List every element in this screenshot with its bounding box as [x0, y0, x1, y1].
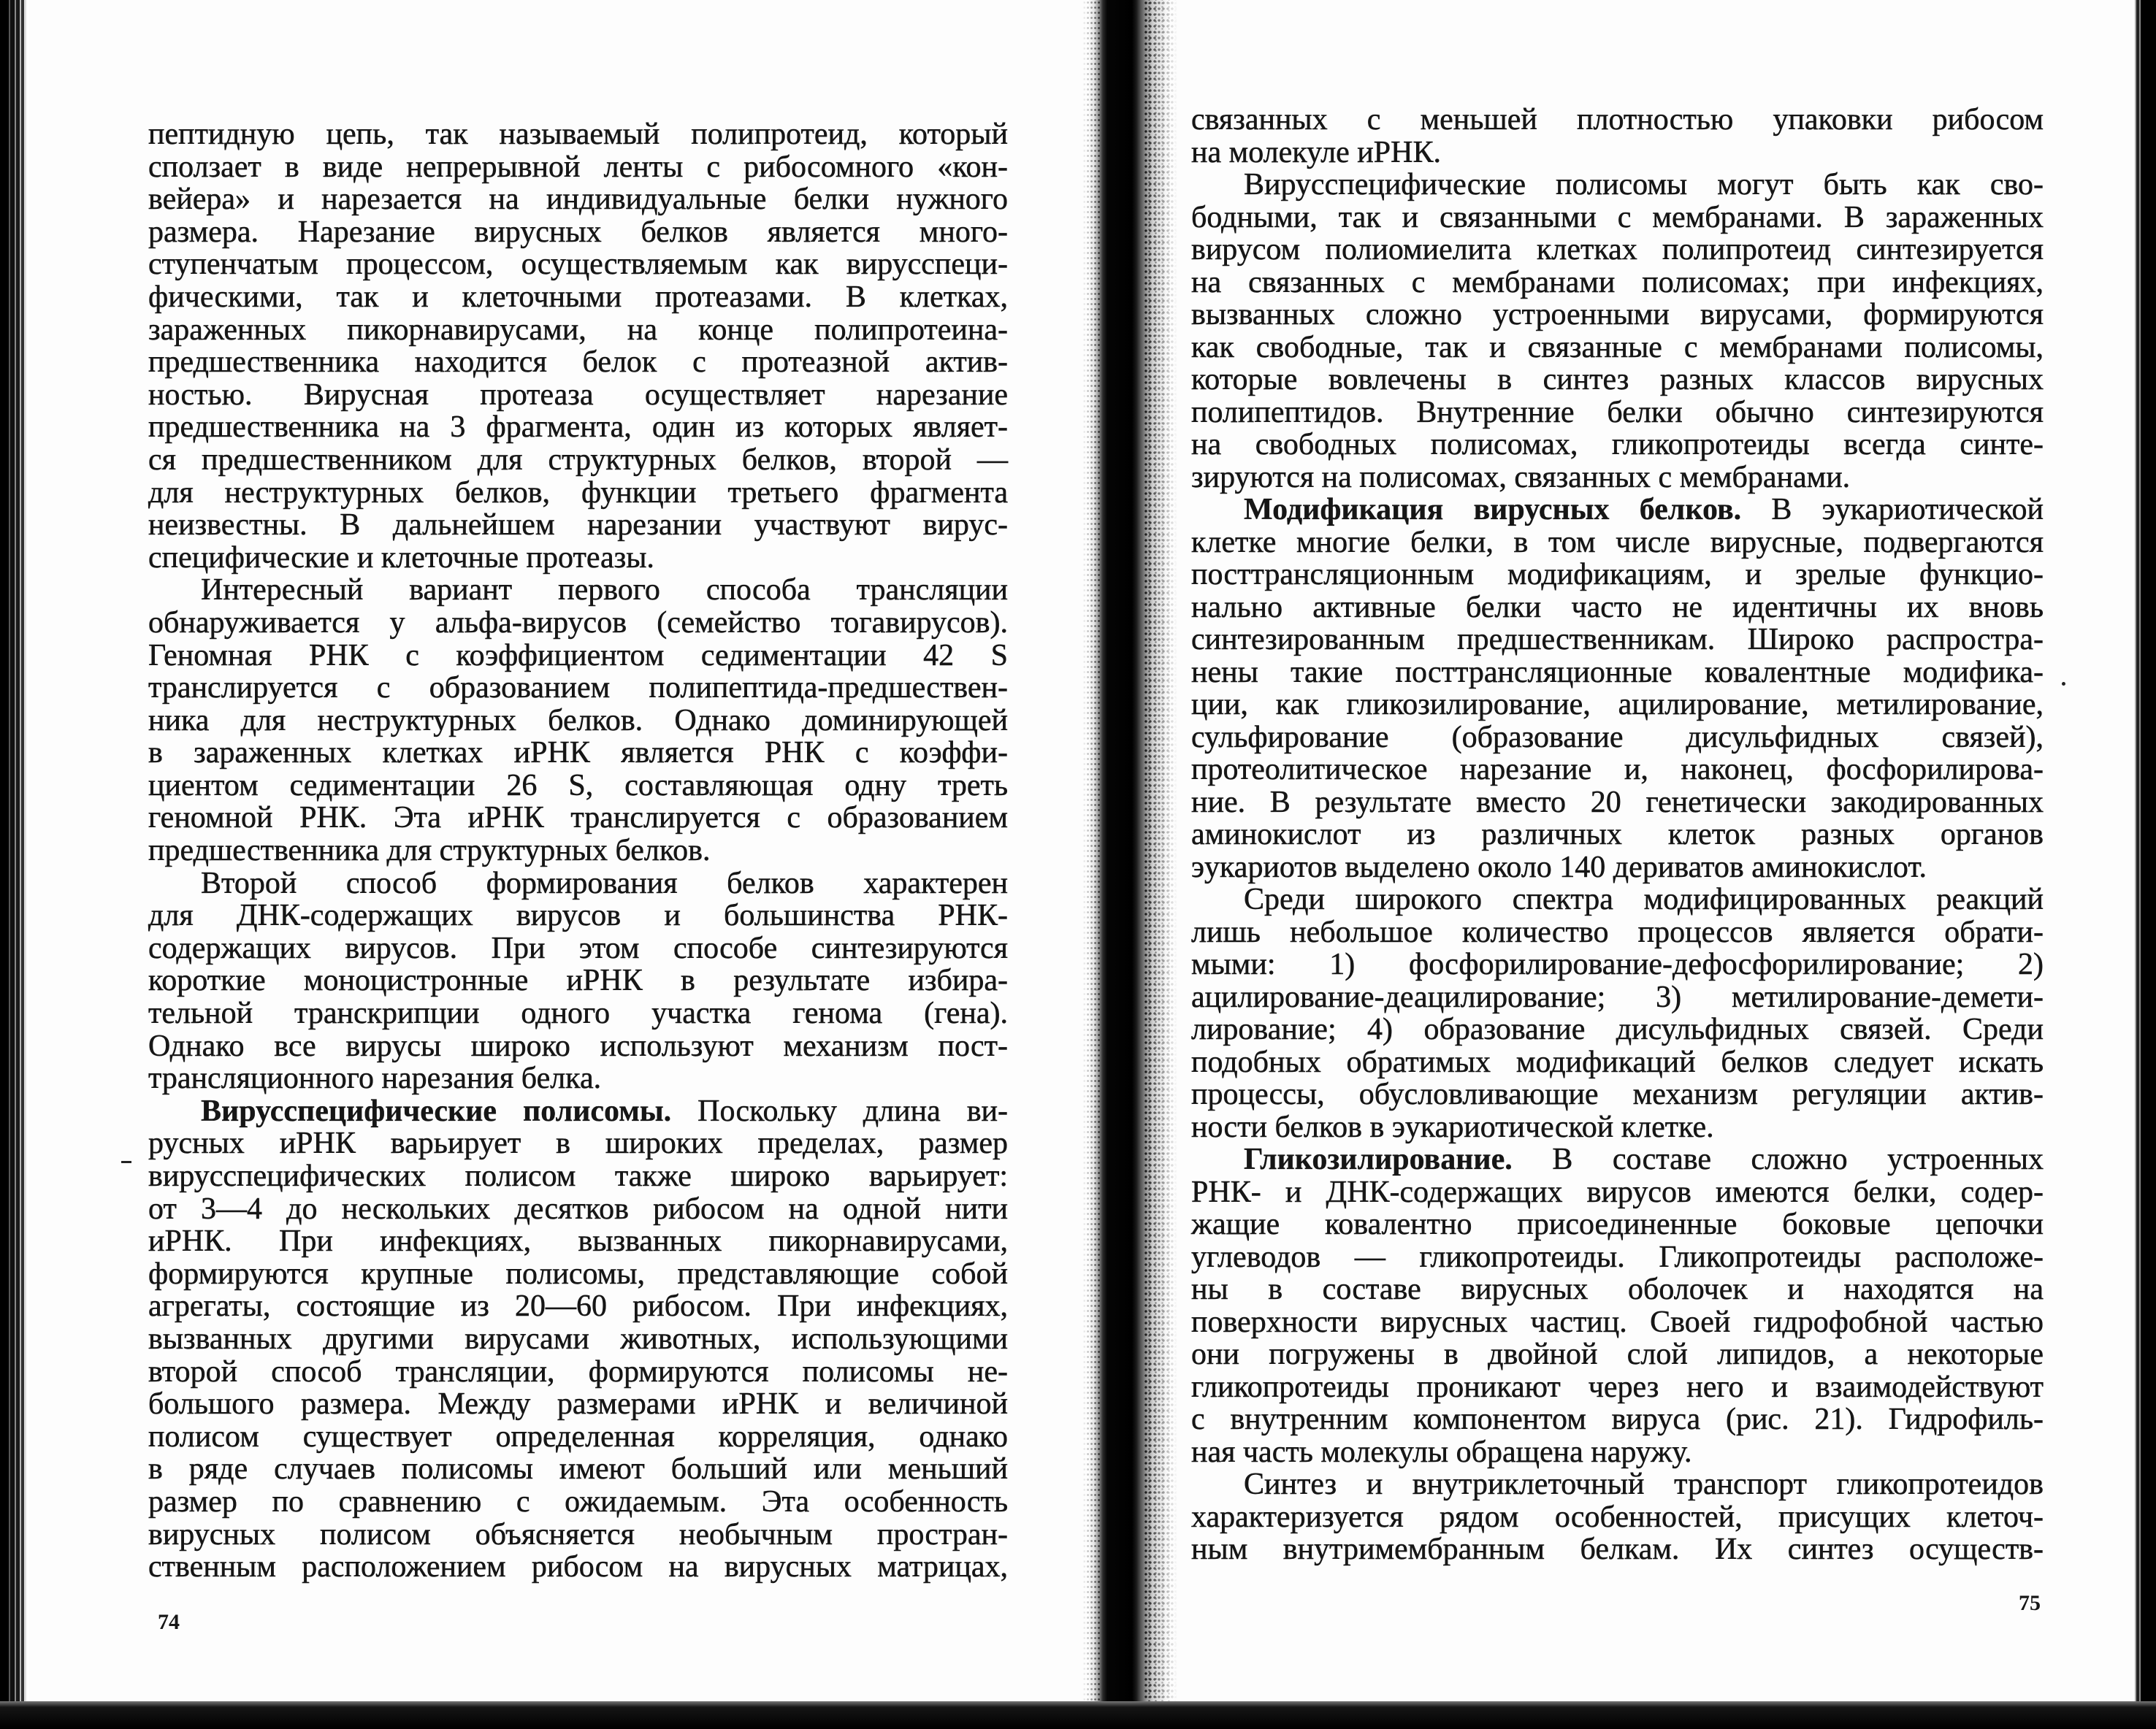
paragraph — [148, 118, 1008, 574]
text-line: ности белков в эукариотической клетке. — [1191, 1110, 1714, 1144]
text-line: ная часть молекулы обращена наружу. — [1191, 1435, 1692, 1469]
book-edge-right — [2133, 0, 2156, 1729]
text-line: фическими, так и клеточными протеазами. В клетках, — [148, 280, 1008, 314]
left-page — [0, 0, 1088, 1701]
text-line: неизвестны. В дальнейшем нарезании участвуют вирус- — [148, 508, 1008, 543]
text-line: короткие моноцистронные иРНК в результате избира- — [148, 964, 1008, 998]
text-line: поверхности вирусных частиц. Своей гидрофобной частью — [1191, 1305, 2044, 1339]
text-line: сползает в виде непрерывной ленты с рибосомного «кон- — [148, 150, 1008, 184]
text-line: русных иРНК варьирует в широких пределах, размер — [148, 1127, 1008, 1161]
paragraph — [1191, 104, 2044, 169]
page-number: 75 — [2019, 1591, 2041, 1615]
text-line: от 3—4 до нескольких десятков рибосом на одной нити — [148, 1192, 1008, 1226]
text-line: Однако все вирусы широко используют механизм пост- — [148, 1029, 1008, 1063]
text-line: формируются крупные полисомы, представляющие собой — [148, 1257, 1008, 1291]
text-line: полипептидов. Внутренние белки обычно синтезируются — [1191, 395, 2044, 429]
text-line: агрегаты, состоящие из 20—60 рибосом. При инфекциях, — [148, 1289, 1008, 1324]
text-line: ся предшественником для структурных белков, второй — — [148, 442, 1008, 477]
text-line: транслируется с образованием полипептида-предшествен- — [148, 671, 1008, 705]
text-line: ны в составе вирусных оболочек и находятся на — [1191, 1273, 2044, 1306]
text-line: полисом существует определенная корреляция, однако — [148, 1419, 1008, 1454]
text-line: характеризуется рядом особенностей, присущих клеточ- — [1191, 1500, 2044, 1534]
text-line — [1191, 494, 2044, 526]
text-line: ацилирование-деацилирование; 3) метилирование-демети- — [1191, 980, 2044, 1014]
text-line: ции, как гликозилирование, ацилирование, метилирование, — [1191, 688, 2044, 721]
text-line: ние. В результате вместо 20 генетически закодированных — [1191, 785, 2044, 819]
text-line: эукариотов выделено около 140 дериватов аминокислот. — [1191, 850, 1927, 884]
text-line: размера. Нарезание вирусных белков является много- — [148, 215, 1008, 249]
text-line: связанных с меньшей плотностью упаковки рибосом — [1191, 103, 2044, 137]
text-line: содержащих вирусов. При этом способе синтезируются — [148, 931, 1008, 965]
text-line: вызванных другими вирусами животных, использующими — [148, 1322, 1008, 1356]
paragraph — [1191, 1468, 2044, 1566]
text-line: вызванных сложно устроенными вирусами, формируются — [1191, 298, 2044, 331]
text-line: бодными, так и связанными с мембранами. В зараженных — [1191, 200, 2044, 234]
text-line: нены такие посттрансляционные ковалентные модифика- — [1191, 655, 2044, 689]
page-number: 74 — [158, 1610, 180, 1634]
text-line: Среди широкого спектра модифицированных реакций — [1244, 883, 2044, 916]
text-line: циентом седиментации 26 S, составляющая одну треть — [148, 768, 1008, 802]
text-line — [1191, 1143, 2044, 1176]
text-line: трансляционного нарезания белка. — [148, 1062, 602, 1096]
scan-speck — [121, 1161, 131, 1163]
text-line: аминокислот из различных клеток разных органов — [1191, 818, 2044, 851]
text-line: РНК- и ДНК-содержащих вирусов имеются белки, содер- — [1191, 1175, 2044, 1209]
text-line: они погружены в двойной слой липидов, а некоторые — [1191, 1338, 2044, 1371]
text-line: ника для неструктурных белков. Однако доминирующей — [148, 703, 1008, 737]
text-line: геномной РНК. Эта иРНК транслируется с образованием — [148, 801, 1008, 835]
section-heading: Вирусспецифические полисомы. — [201, 1094, 672, 1128]
text-line: посттрансляционным модификациям, и зрелые функцио- — [1191, 558, 2044, 591]
text-line: зируются на полисомах, связанных с мембранами. — [1191, 460, 1851, 494]
paragraph — [148, 574, 1008, 867]
page-text-block — [148, 118, 1008, 1584]
text-line: в ряде случаев полисомы имеют больший или меньший — [148, 1452, 1008, 1487]
text-line-rest: Поскольку длина ви- — [697, 1094, 1008, 1128]
text-line: сульфирование (образование дисульфидных связей), — [1191, 720, 2044, 754]
text-line: для ДНК-содержащих вирусов и большинства РНК- — [148, 899, 1008, 933]
text-line: пептидную цепь, так называемый полипротеид, который — [148, 118, 1008, 151]
right-page — [1161, 0, 2136, 1701]
gutter-scan-noise-left — [1082, 0, 1100, 1701]
page-text-block — [1191, 104, 2044, 1566]
text-line: Синтез и внутриклеточный транспорт гликопротеидов — [1244, 1468, 2044, 1501]
text-line: лирование; 4) образование дисульфидных связей. Среди — [1191, 1013, 2044, 1046]
text-line: нально активные белки часто не идентичны их вновь — [1191, 590, 2044, 624]
text-line: вейера» и нарезается на индивидуальные белки нужного — [148, 183, 1008, 217]
text-line: Интересный вариант первого способа трансляции — [201, 573, 1008, 607]
text-line: вирусспецифических полисом также широко варьирует: — [148, 1159, 1008, 1193]
text-line: как свободные, так и связанные с мембранами полисомы, — [1191, 330, 2044, 364]
paragraph — [1191, 883, 2044, 1143]
text-line: предшественника для структурных белков. — [148, 834, 711, 868]
text-line: мыми: 1) фосфорилирование-дефосфорилирование; 2) — [1191, 948, 2044, 981]
text-line: на свободных полисомах, гликопротеиды всегда синте- — [1191, 428, 2044, 461]
section-heading: Модификация вирусных белков. — [1244, 493, 1742, 526]
text-line: ным внутримембранным белкам. Их синтез осуществ- — [1191, 1533, 2044, 1566]
text-line: гликопротеиды проникают через него и взаимодействуют — [1191, 1370, 2044, 1404]
section-paragraph — [1191, 1143, 2044, 1468]
text-line — [148, 1095, 1008, 1128]
text-line: в зараженных клетках иРНК является РНК с коэффи- — [148, 736, 1008, 770]
text-line: большого размера. Между размерами иРНК и величиной — [148, 1387, 1008, 1422]
text-line: вирусом полиомиелита клетках полипротеид синтезируется — [1191, 233, 2044, 267]
text-line: лишь небольшое количество процессов является обрати- — [1191, 915, 2044, 949]
scanner-bed-bottom — [0, 1701, 2156, 1729]
scan-speck — [2062, 682, 2065, 686]
text-line: предшественника на 3 фрагмента, один из которых являет- — [148, 410, 1008, 445]
text-line: клетке многие белки, в том числе вирусные, подвергаются — [1191, 525, 2044, 559]
text-line: углеводов — гликопротеиды. Гликопротеиды расположе- — [1191, 1240, 2044, 1274]
text-line: подобных обратимых модификаций белков следует искать — [1191, 1045, 2044, 1079]
text-line: вирусных полисом объясняется необычным простран- — [148, 1517, 1008, 1552]
gutter-scan-noise-right — [1144, 0, 1177, 1701]
text-line: на молекуле иРНК. — [1191, 135, 1441, 169]
text-line: обнаруживается у альфа-вирусов (семейство тогавирусов). — [148, 605, 1008, 640]
text-line: Второй способ формирования белков характерен — [201, 866, 1008, 900]
paragraph — [148, 867, 1008, 1095]
text-line: на связанных с мембранами полисомах; при инфекциях, — [1191, 265, 2044, 299]
text-line: жащие ковалентно присоединенные боковые цепочки — [1191, 1208, 2044, 1241]
section-paragraph — [1191, 494, 2044, 883]
text-line: размер по сравнению с ожидаемым. Эта особенность — [148, 1484, 1008, 1519]
text-line: для неструктурных белков, функции третьего фрагмента — [148, 475, 1008, 510]
text-line: ностью. Вирусная протеаза осуществляет нарезание — [148, 377, 1008, 412]
text-line: которые вовлечены в синтез разных классов вирусных — [1191, 363, 2044, 396]
text-line: протеолитическое нарезание и, наконец, фосфорилирова- — [1191, 753, 2044, 786]
text-line: Вирусспецифические полисомы могут быть как сво- — [1244, 168, 2044, 202]
text-line: тельной транскрипции одного участка генома (гена). — [148, 997, 1008, 1031]
text-line: Геномная РНК с коэффициентом седиментации 42 S — [148, 638, 1008, 672]
text-line: иРНК. При инфекциях, вызванных пикорнавирусами, — [148, 1224, 1008, 1259]
section-heading: Гликозилирование. — [1244, 1143, 1513, 1176]
text-line: с внутренним компонентом вируса (рис. 21). Гидрофиль- — [1191, 1403, 2044, 1436]
text-line: процессы, обусловливающие механизм регуляции актив- — [1191, 1078, 2044, 1111]
text-line: зараженных пикорнавирусами, на конце полипротеина- — [148, 313, 1008, 347]
text-line: специфические и клеточные протеазы. — [148, 540, 654, 575]
text-line: синтезированным предшественникам. Широко распростра- — [1191, 623, 2044, 656]
text-line: ственным расположением рибосом на вирусных матрицах, — [148, 1550, 1008, 1584]
text-line-rest: В составе сложно устроенных — [1552, 1143, 2044, 1176]
text-line: второй способ трансляции, формируются полисомы не- — [148, 1354, 1008, 1389]
text-line: ступенчатым процессом, осуществляемым как вирусспеци- — [148, 248, 1008, 282]
paragraph — [1191, 169, 2044, 494]
text-line-rest: В эукариотической — [1771, 493, 2044, 526]
text-line: предшественника находится белок с протеазной актив- — [148, 345, 1008, 380]
section-paragraph — [148, 1095, 1008, 1584]
book-edge-left — [0, 0, 29, 1729]
